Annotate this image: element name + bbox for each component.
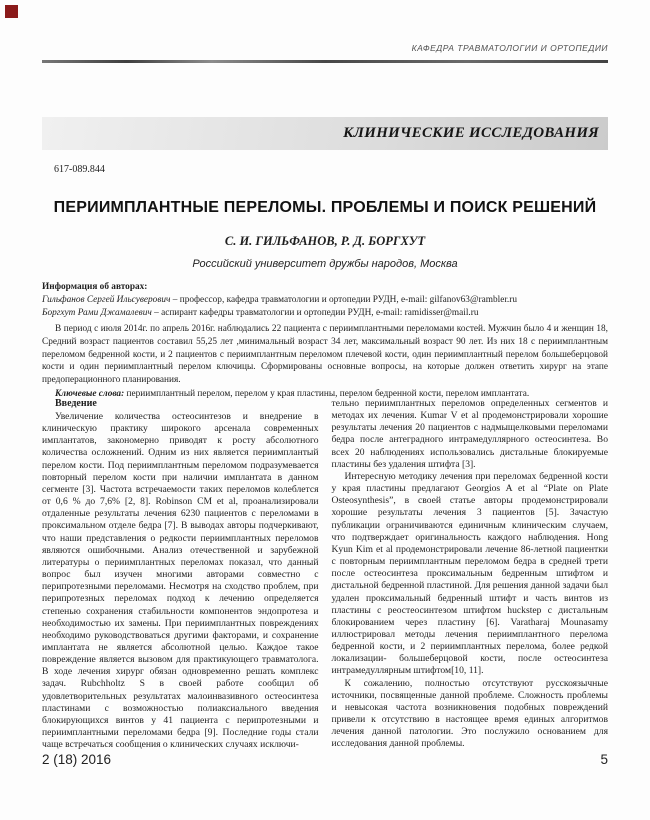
page-number: 5 (600, 752, 608, 767)
keywords-label: Ключевые слова: (55, 388, 125, 399)
keywords-text: периимплантный перелом, перелом у края пластины, перелом бедренной кости, перелом имплантата. (124, 388, 530, 399)
author-details: – аспирант кафедры травматологии и ортопедии РУДН, e-mail: ramidisser@mail.ru (151, 308, 479, 318)
article-title: ПЕРИИМПЛАНТНЫЕ ПЕРЕЛОМЫ. ПРОБЛЕМЫ И ПОИСК РЕШЕНИЙ (53, 199, 597, 216)
section-banner (42, 117, 608, 150)
author-name: Боргхут Рами Джамалевич (42, 308, 152, 318)
section-heading: Введение (55, 398, 97, 409)
page-footer (42, 752, 608, 767)
author-name: Гильфанов Сергей Ильсуверович (42, 295, 171, 305)
header-rule (42, 60, 608, 63)
front-matter (42, 323, 608, 401)
body-paragraph: К сожалению, полностью отсутствуют русскоязычные источники, посвященные данной проблеме. Сложность проблемы и невысокая частота возникновения подобных повреждений привели к отсутствию в настоящее время единых алгоритмов лечения данной патологии. Это послужило основанием для исследования данной проблемы. (331, 677, 608, 750)
author-info-entry (42, 307, 608, 320)
authors-line: С. И. ГИЛЬФАНОВ, Р. Д. БОРГХУТ (224, 234, 426, 248)
body-paragraph: Интересную методику лечения при переломах бедренной кости у края пластины предлагают Georgios A et al “Plate on Plate Osteosynthesis”, в своей статье авторы продемонстрировали хорошие результаты лечения 3 пациентов [5]. Зачастую публикации ограничиваются единичным клиническим случаем, что подтверждает оригинальность каждого наблюдения. Hong Kyun Kim et al продемонстрировали лечение 86-летной пациентки с повторным периимплантным переломом бедра в средней трети после остеосинтеза проксимальным бедренным штифтом и дистальной бедренной пластиной. Для решения данной задачи был удален проксимальный бедренный штифт и часть винтов из пластины с реостеосинтезом штифтом huckstep с дистальным блокированием через пластину [6]. Varatharaj Mounasamy иллюстрировал методы лечения периимплантного перелома бедренной кости, и 2 периимплантных перелома, более редкой локализации- большеберцовой кости, после остеосинтеза интрамедуллярным штифтом[10, 11]. (331, 470, 608, 677)
affiliation: Российский университет дружбы народов, Москва (192, 258, 458, 270)
section-banner-label: КЛИНИЧЕСКИЕ ИССЛЕДОВАНИЯ (343, 125, 599, 141)
authors-info-block (42, 281, 608, 320)
udc-code: 617-089.844 (54, 164, 105, 175)
body-paragraph: Увеличение количества остеосинтезов и внедрение в клиническую практику широкого арсенала современных имплантатов, закономерно приводят к росту абсолютного количества осложнений. Одним из них является периимплантый перелом кости. Под периимплантным переломом подразумевается повторный перелом кости при наличии имплантата в данном сегменте [3]. Частота встречаемости таких переломов колеблется от 0,6 % до 7,6% [2, 8]. Robinson CM et al, проанализировали отдаленные результаты лечения 6230 пациентов с переломами в проксимальном отделе бедра [7]. В выводах авторы подчеркивают, что наши представления о редкости периимплантных переломов являются ошибочными. Анализ отечественной и зарубежной литературы о периимплантных переломах показал, что данный вопрос был изучен многими авторами совместно с перипротезными переломами. Несмотря на сходство проблем, при перипротезных переломах подход к лечению определяется степенью сохранения стабильности компонентов эндопротеза и необходимостью их замены. При периимплантных повреждениях необходимо руководствоваться другими факторами, и сохранение имплантата не является абсолютной целью. Каждое такое повреждение является вызовом для практикующего травматолога. В ходе лечения хирург обязан одновременно решать комплекс задач. Rubchholtz S в своей работе сообщил об удовлетворительных результатах малоинвазивного остеосинтеза пластинами с возможностью полиаксиального введения блокирующихся винтов у 41 пациента с перипротезными и периимплантными переломами бедра [9]. Последние годы стали чаще встречаться сообщения о клинических случаях исключи- (42, 411, 319, 751)
author-info-entry (42, 294, 608, 307)
running-head: КАФЕДРА ТРАВМАТОЛОГИИ И ОРТОПЕДИИ (411, 43, 608, 53)
issue-number: 2 (18) 2016 (42, 752, 112, 767)
author-details: – профессор, кафедра травматологии и ортопедии РУДН, e-mail: gilfanov63@rambler.ru (170, 295, 517, 305)
body-paragraph: тельно периимплантных переломов определенных сегментов и методах их лечения. Kumar V et al продемонстрировали хорошие результаты лечения 20 пациентов с надмыщелковыми переломами бедра после антеградного интрамедуллярного остеосинтеза. Во всех 20 наблюдениях использовались дистальные блокируемые пластины без удаления штифта [3]. (331, 398, 608, 470)
abstract: В период с июля 2014г. по апрель 2016г. наблюдались 22 пациента с периимплантными переломами костей. Мужчин было 4 и женщин 18, Средний возраст пациентов составил 55,25 лет ,минимальный возраст 34 лет, максимальный возраст 90 лет. Из них 18 с периимплантным переломом бедренной кости, и 2 пациентов с периимплантным переломом плечевой кости, один периимплантный перелом большеберцовой кости и один периимплантный перелом ключицы. Сформированы основные вопросы, на которые должен ответить хирург на этапе предоперационного планирования. (42, 324, 608, 386)
article-body (42, 398, 608, 751)
authors-info-heading: Информация об авторах: (42, 282, 148, 292)
left-column (42, 398, 319, 751)
right-column (332, 398, 609, 751)
corner-mark (5, 5, 18, 18)
